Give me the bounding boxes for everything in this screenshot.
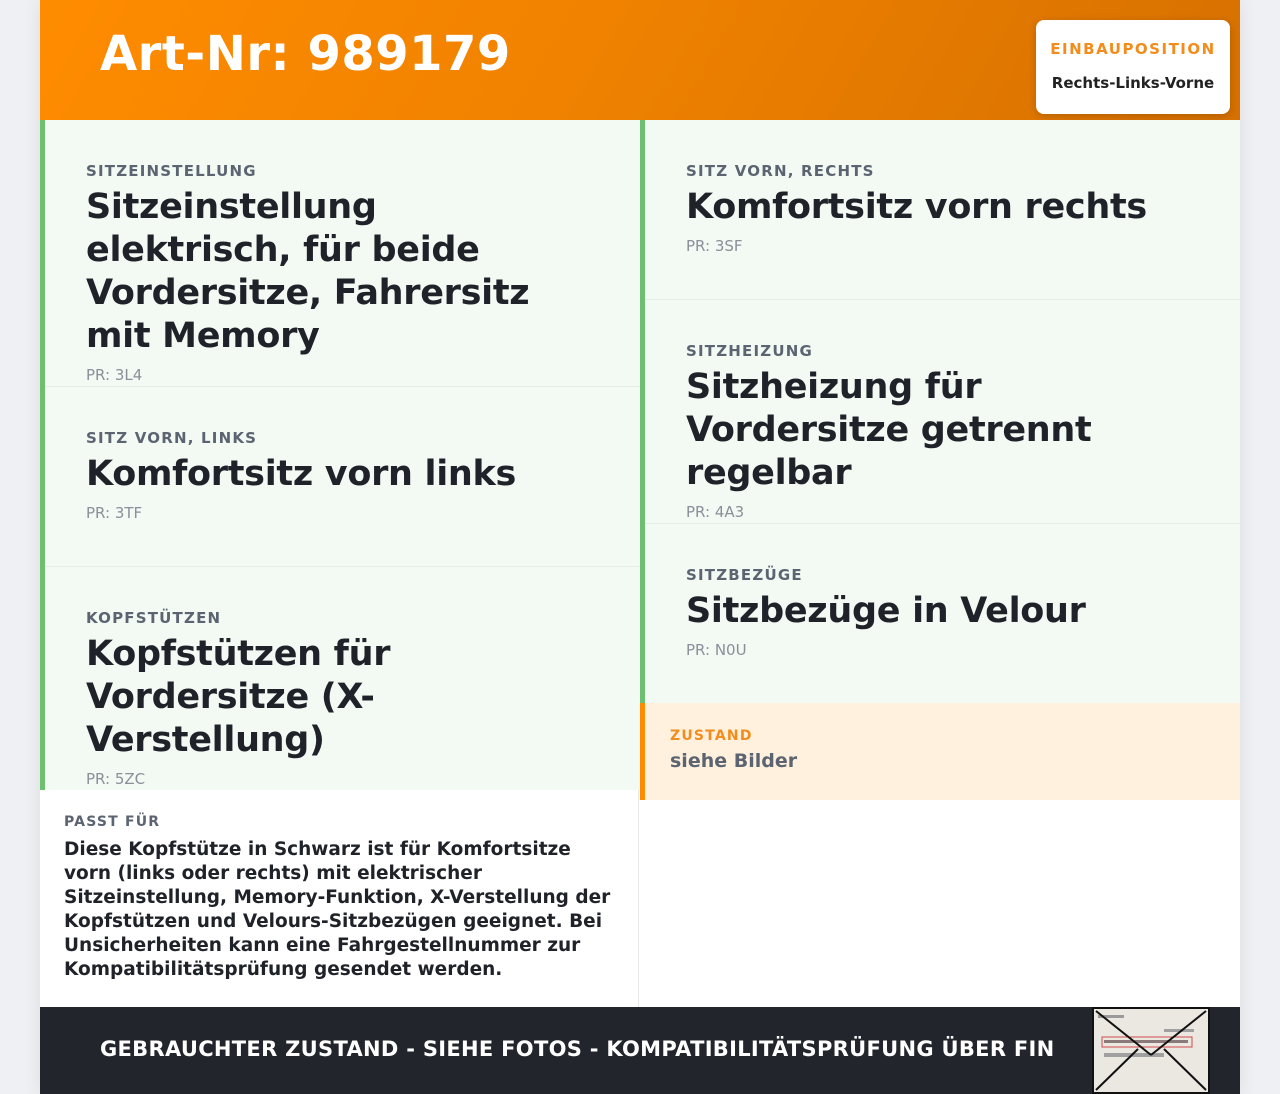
spec-pr-code: PR: 3L4 (86, 366, 143, 384)
spec-pr-code: PR: 3TF (86, 504, 143, 522)
header-bar (40, 0, 1240, 120)
spec-card-sitz-vorn-rechts (640, 120, 1240, 300)
spec-title: Kopfstützen für Vordersitze (X-Verstellung) (86, 634, 391, 760)
document-image-icon (1094, 1009, 1208, 1092)
spec-label: SITZ VORN, LINKS (86, 429, 258, 447)
condition-label: ZUSTAND (670, 728, 753, 744)
compatibility-label: PASST FÜR (64, 814, 161, 830)
spec-card-sitz-vorn-links (40, 387, 640, 567)
installation-position-card (1036, 20, 1230, 114)
vehicle-document-thumbnail[interactable] (1092, 1007, 1210, 1094)
spec-label: SITZBEZÜGE (686, 566, 803, 584)
spec-label: SITZHEIZUNG (686, 342, 813, 360)
spec-pr-code: PR: 5ZC (86, 770, 146, 788)
condition-value: siehe Bilder (670, 750, 798, 772)
spec-card-sitzeinstellung (40, 120, 640, 387)
compatibility-text: Diese Kopfstütze in Schwarz ist für Komfortsitze vorn (links oder rechts) mit elektrischer Sitzeinstellung, Memory-Funktion, X-Verstellung der Kopfstützen und Velours-Sitzbezügen geeignet. Bei Unsicherheiten kann eine Fahrgestellnummer zur Kompatibilitätsprüfung gesendet werden. (64, 839, 611, 980)
footer-bar (40, 1007, 1240, 1094)
spec-pr-code: PR: 4A3 (686, 503, 745, 521)
spec-title: Sitzbezüge in Velour (686, 591, 1086, 631)
product-sheet (40, 0, 1240, 1094)
spec-card-sitzbezuege (640, 524, 1240, 703)
footer-text: GEBRAUCHTER ZUSTAND - SIEHE FOTOS - KOMPATIBILITÄTSPRÜFUNG ÜBER FIN (100, 1037, 1055, 1061)
spec-title: Sitzheizung für Vordersitze getrennt regelbar (686, 367, 1092, 493)
spec-card-sitzheizung (640, 300, 1240, 524)
spec-title: Sitzeinstellung elektrisch, für beide Vordersitze, Fahrersitz mit Memory (86, 187, 530, 356)
spec-title: Komfortsitz vorn links (86, 454, 517, 494)
spec-card-kopfstuetzen (40, 567, 640, 790)
installation-position-label: EINBAUPOSITION (1050, 40, 1216, 58)
spec-label: SITZEINSTELLUNG (86, 162, 257, 180)
spec-pr-code: PR: N0U (686, 641, 747, 659)
article-number: Art-Nr: 989179 (100, 26, 511, 82)
spec-label: SITZ VORN, RECHTS (686, 162, 875, 180)
spec-pr-code: PR: 3SF (686, 237, 743, 255)
compatibility-section (40, 790, 639, 1007)
installation-position-value: Rechts-Links-Vorne (1051, 74, 1215, 92)
condition-card (640, 703, 1240, 800)
spec-title: Komfortsitz vorn rechts (686, 187, 1147, 227)
spec-label: KOPFSTÜTZEN (86, 609, 222, 627)
